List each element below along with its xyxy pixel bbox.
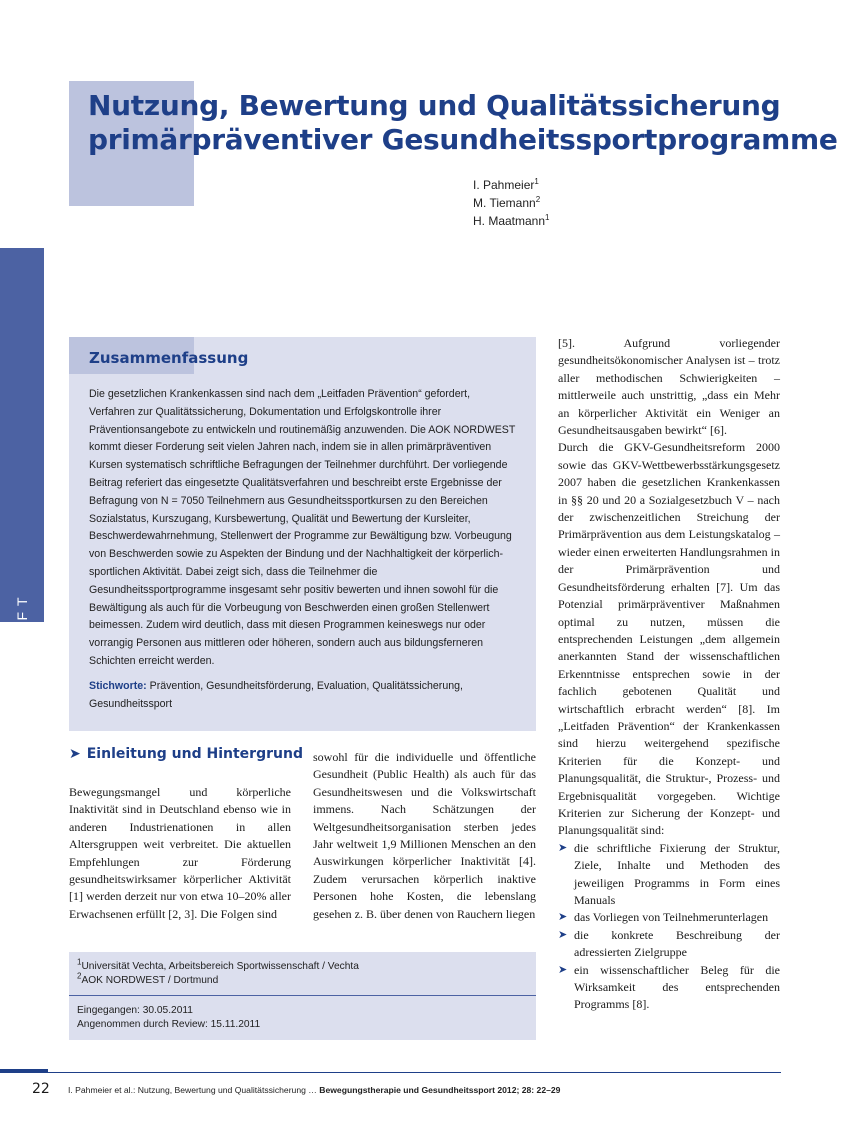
footer-rule — [48, 1072, 781, 1073]
author: I. Pahmeier$^1$ — [473, 177, 539, 192]
section-heading-text: Einleitung und Hintergrund — [86, 746, 303, 762]
section-side-tab — [0, 248, 44, 775]
footer-citation: I. Pahmeier et al.: Nutzung, Bewertung und Qualitätssicherung … — [68, 1085, 317, 1095]
body-column-1: Bewegungsmangel und körperliche Inaktivität sind in Deutschland ebenso wie in anderen Industrienationen in allen Altersgruppen weit verbreitet. Die aktuellen Empfehlungen zur Förderung gesundheitswirksamer körperlicher Aktivität [1] werden derzeit nur von etwa 10–20% aller Erwachsenen erfüllt [2, 3]. Die Folgen sind — [69, 785, 291, 921]
keywords — [89, 678, 517, 714]
arrow-right-icon: ➤ — [558, 841, 568, 854]
keywords-label: Stichworte: — [89, 680, 147, 692]
criteria-list — [558, 840, 780, 1014]
list-item: ➤ ein wissenschaftlicher Beleg für die Wirksamkeit des entsprechenden Programms [8]. — [558, 962, 780, 1012]
author-list — [473, 176, 549, 230]
keywords-list: Prävention, Gesundheitsförderung, Evaluation, Qualitätssicherung, Gesundheitssport — [89, 680, 463, 710]
list-item: ➤ die schriftliche Fixierung der Struktur, Ziele, Inhalte und Methoden des jeweiligen Programms in Form eines Manuals — [558, 840, 780, 907]
list-item: ➤ die konkrete Beschreibung der adressierten Zielgruppe — [558, 927, 780, 960]
affiliations — [77, 957, 359, 987]
footnotes-box — [69, 952, 536, 1040]
footnotes-divider — [69, 995, 536, 996]
running-footer — [68, 1085, 560, 1095]
body-column-2: sowohl für die individuelle und öffentliche Gesundheit (Public Health) als auch für das Gesundheitswesen und die Volkswirtschaft immens. Nach Schätzungen der Weltgesundheitsorganisation sterben jedes Jahr weltweit 1,9 Millionen Menschen an den Auswirkungen körperlicher Inaktivität [4]. Zudem verursachen körperlich inaktive Personen hohe Kosten, die lebenslang gesehen z. B. über denen von Rauchern liegen — [313, 750, 536, 921]
page-number: 22 — [32, 1081, 50, 1097]
affiliation: $^2$AOK NORDWEST / Dortmund — [77, 971, 219, 986]
arrow-right-icon: ➤ — [558, 963, 568, 976]
section-heading — [69, 746, 303, 762]
received-date: Eingegangen: 30.05.2011 — [77, 1005, 193, 1016]
abstract-box — [69, 337, 536, 731]
title-line-1: Nutzung, Bewertung und Qualitätssicherung — [88, 89, 781, 122]
list-item: ➤ das Vorliegen von Teilnehmerunterlagen — [558, 909, 780, 926]
title-line-2: primärpräventiver Gesundheitssportprogramme — [88, 123, 838, 156]
abstract-heading: Zusammenfassung — [89, 349, 249, 367]
section-side-label: WISSENSCHAFT — [14, 591, 30, 775]
body-column-3 — [558, 335, 780, 1014]
footer-journal: Bewegungstherapie und Gesundheitssport 2012; 28: 22–29 — [319, 1085, 561, 1095]
affiliation: $^1$Universität Vechta, Arbeitsbereich Sportwissenschaft / Vechta — [77, 957, 359, 972]
accepted-date: Angenommen durch Review: 15.11.2011 — [77, 1018, 261, 1030]
author: M. Tiemann$^2$ — [473, 195, 541, 210]
abstract-text: Die gesetzlichen Krankenkassen sind nach dem „Leitfaden Prävention“ gefordert, Verfahren zur Qualitätssicherung, Dokumentation und Erfolgskontrolle ihrer Präventionsangebote zu entwickeln und routinemäßig anzuwenden. Die AOK NORDWEST kommt dieser Forderung seit vielen Jahren nach, indem sie in allen primärpräventiven Kursen systematisch schriftliche Befragungen der Teilnehmer durchführt. Der vorliegende Beitrag referiert das eingesetzte Qualitätsverfahren und beschreibt erste Ergebnisse der Befragung von N = 7050 Teilnehmern aus Gesundheitssportkursen zu den Bereichen Sozialstatus, Kurszugang, Kursbewertung, Qualität und Bewertung der Kursleiter, Beschwerdewahrnehmung, Stellenwert der Programme zur Bewältigung bzw. Vorbeugung von Beschwerden sowie zu Aspekten der Bindung und der Nachhaltigkeit der körperlich-sportlichen Aktivität. Dabei zeigt sich, dass die Teilnehmer die Gesundheitssportprogramme insgesamt sehr positiv bewerten und ihnen sowohl für die Bewältigung als auch für die Vorbeugung von Beschwerden einen großen Stellenwert beimessen. Zudem wird deutlich, dass mit diesen Programmen keineswegs nur oder vorrangig Personen aus mittleren oder höheren, sondern auch aus bildungsferneren Schichten erreicht werden. — [89, 388, 516, 667]
author: H. Maatmann$^1$ — [473, 213, 550, 228]
body-paragraph: [5]. Aufgrund vorliegender gesundheitsökonomischer Analysen ist – trotz aller methodischen Schwierigkeiten – mittlerweile auch unstrittig, „dass ein Mehr an körperlicher Aktivität ein Weniger an Gesundheitsausgaben bewirkt“ [6]. — [558, 336, 780, 438]
body-paragraph: Durch die GKV-Gesundheitsreform 2000 sowie das GKV-Wettbewerbsstärkungsgesetz 2007 haben die gesetzlichen Krankenkassen in §§ 20 und 20 a Sozialgesetzbuch V – nach der zwischenzeitlichen Streichung der Primärprävention aus dem Leistungskatalog – wieder einen erweiterten Handlungsrahmen in der Primärprävention und Gesundheitsförderung erhalten [7]. Um das Potenzial primärpräventiver Maßnahmen optimal zu nutzen, müssen die entsprechenden Leistungen „dem allgemein anerkannten Stand der wissenschaftlichen Erkenntnisse entsprechen sowie in der fachlich gebotenen Qualität und wirtschaftlich erbracht werden“ [8]. Im „Leitfaden Prävention“ der Krankenkassen sind hierzu weitergehend spezifische Kriterien für die Konzept- und Planungsqualität, die Struktur-, Prozess- und Ergebnisqualität vorgegeben. Wichtige Kriterien zur Sicherung der Konzept- und Planungsqualität sind: — [558, 440, 780, 838]
arrow-right-icon: ➤ — [69, 746, 81, 762]
footer-accent — [0, 1069, 48, 1073]
arrow-right-icon: ➤ — [558, 928, 568, 941]
article-title — [88, 89, 838, 157]
article-dates — [77, 1004, 260, 1031]
arrow-right-icon: ➤ — [558, 911, 568, 924]
